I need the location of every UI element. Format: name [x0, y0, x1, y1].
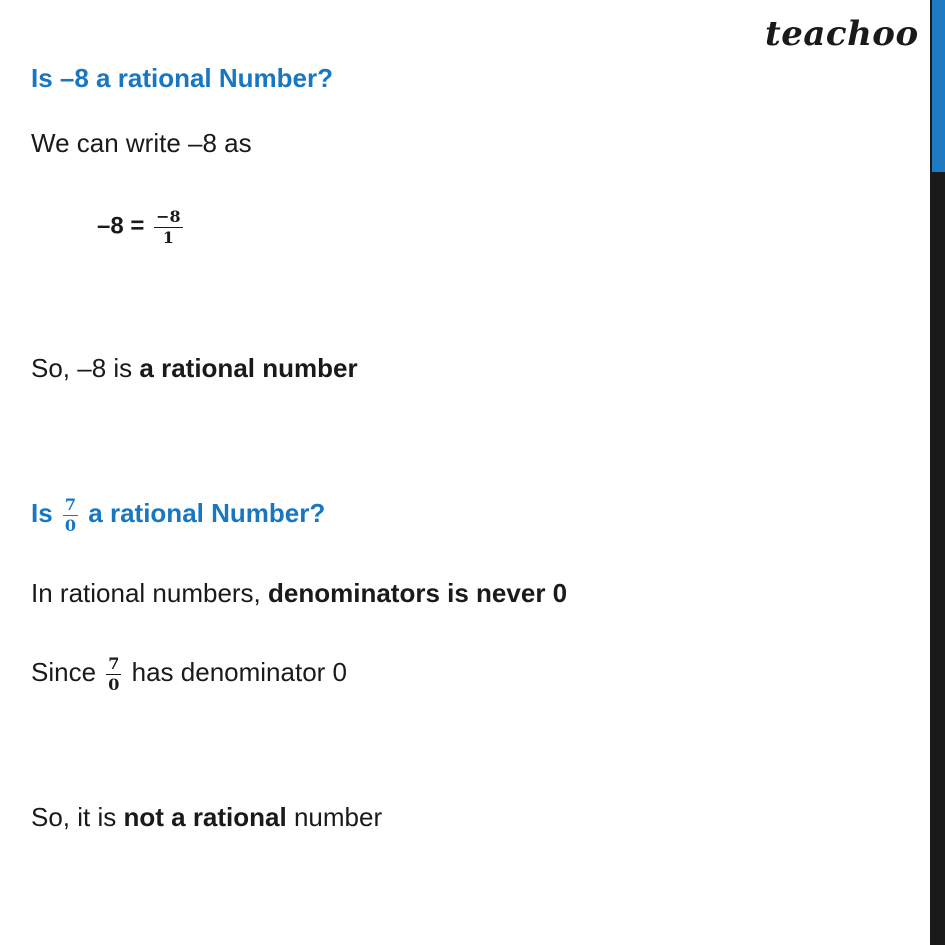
- fraction-7-over-0: [106, 655, 121, 693]
- teachoo-logo: teachoo: [765, 14, 919, 54]
- conclusion-2-prefix: So, it is: [31, 802, 124, 832]
- intro-text: We can write –8 as: [31, 128, 252, 158]
- fraction-numerator: 7: [64, 495, 77, 514]
- fraction-minus8-over-1: [154, 208, 183, 246]
- question-heading-2: [31, 496, 325, 534]
- fraction-7-over-0-heading: [63, 496, 78, 534]
- fraction-denominator: 0: [64, 515, 77, 535]
- heading-2-prefix: Is: [31, 497, 60, 528]
- since-text: [31, 655, 347, 693]
- equation-lhs: –8 =: [97, 212, 145, 240]
- vertical-scrollbar[interactable]: [930, 0, 945, 945]
- conclusion-2: [31, 802, 382, 833]
- fraction-numerator: −8: [156, 207, 181, 226]
- rule-bold: denominators is never 0: [268, 578, 568, 608]
- fraction-denominator: 1: [162, 227, 174, 247]
- conclusion-2-bold: not a rational: [123, 802, 287, 832]
- since-prefix: Since: [31, 656, 104, 687]
- rule-prefix: In rational numbers,: [31, 578, 269, 608]
- fraction-numerator: 7: [108, 654, 120, 673]
- conclusion-1-prefix: So, –8 is: [31, 353, 140, 383]
- rule-text: [31, 578, 567, 609]
- conclusion-2-suffix: number: [286, 802, 383, 832]
- conclusion-1-bold: a rational number: [139, 353, 358, 383]
- conclusion-1: [31, 353, 358, 384]
- since-suffix: has denominator 0: [124, 656, 347, 687]
- scrollbar-thumb[interactable]: [932, 0, 945, 172]
- fraction-denominator: 0: [108, 674, 120, 694]
- equation: [97, 208, 186, 246]
- heading-2-suffix: a rational Number?: [81, 497, 326, 528]
- question-heading-1: Is –8 a rational Number?: [31, 63, 333, 93]
